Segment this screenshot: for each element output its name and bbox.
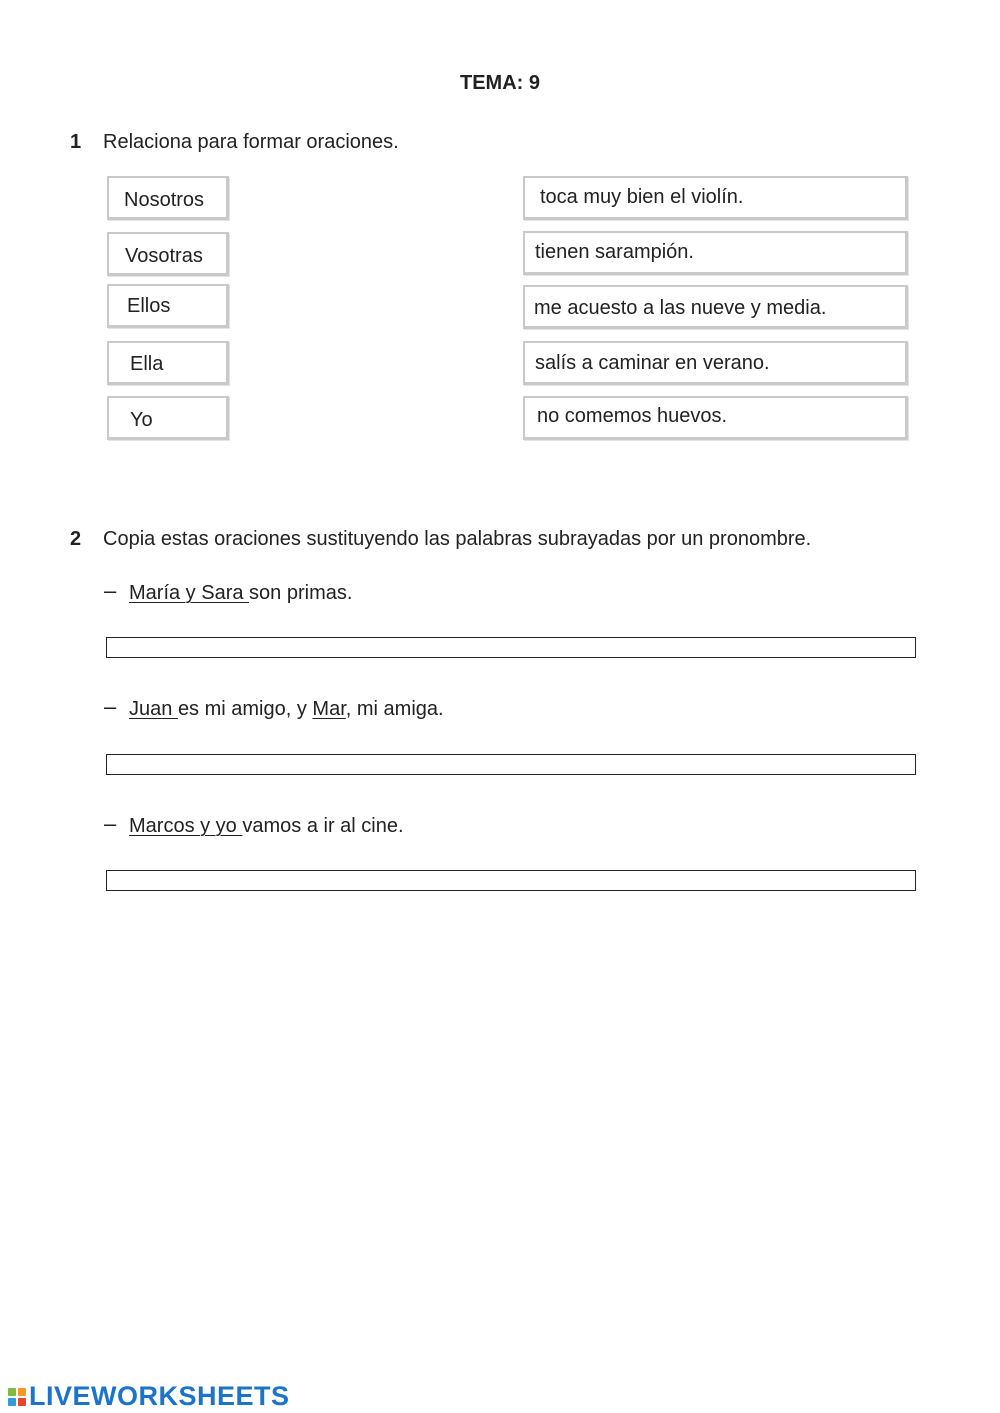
exercise-2-number: 2	[70, 528, 82, 550]
logo-square-orange	[18, 1388, 26, 1396]
left-item-label: Yo	[130, 409, 153, 431]
left-item-ellos[interactable]	[107, 284, 229, 328]
exercise-1-number: 1	[70, 131, 82, 153]
left-item-ella[interactable]	[107, 341, 229, 385]
right-item-3[interactable]	[523, 285, 908, 329]
liveworksheets-logo-icon	[8, 1388, 26, 1406]
answer-input-2[interactable]	[106, 754, 916, 775]
left-item-yo[interactable]	[107, 396, 229, 440]
logo-square-green	[8, 1388, 16, 1396]
sentence-rest: , mi amiga.	[345, 698, 444, 720]
underlined-words: Juan	[129, 698, 178, 720]
right-item-1[interactable]	[523, 176, 908, 220]
sentence-rest: son primas.	[249, 582, 353, 604]
left-item-label: Nosotros	[124, 189, 205, 211]
right-item-2[interactable]	[523, 231, 908, 275]
right-item-label: me acuesto a las nueve y media.	[534, 297, 827, 319]
sentence-mid: es mi amigo, y	[177, 698, 313, 720]
liveworksheets-logo	[8, 1381, 290, 1412]
dash-icon: –	[104, 694, 117, 719]
right-item-label: no comemos huevos.	[537, 405, 728, 427]
sentence-1	[129, 582, 352, 605]
dash-icon: –	[104, 578, 117, 603]
sentence-rest: vamos a ir al cine.	[242, 815, 404, 837]
logo-text: LIVEWORKSHEETS	[29, 1381, 290, 1411]
exercise-1-instruction: Relaciona para formar oraciones.	[103, 131, 399, 153]
right-item-4[interactable]	[523, 341, 908, 385]
exercise-2-instruction: Copia estas oraciones sustituyendo las palabras subrayadas por un pronombre.	[103, 528, 812, 550]
left-item-vosotras[interactable]	[107, 232, 229, 276]
left-item-nosotros[interactable]	[107, 176, 229, 220]
logo-square-red	[18, 1398, 26, 1406]
dash-icon: –	[104, 811, 117, 836]
right-item-label: toca muy bien el violín.	[540, 186, 744, 208]
left-item-label: Ellos	[127, 295, 171, 317]
left-item-label: Ella	[130, 353, 164, 375]
underlined-words: Mar	[312, 698, 346, 720]
underlined-words: Marcos y yo	[129, 815, 243, 837]
sentence-2	[129, 698, 444, 721]
underlined-words: María y Sara	[129, 582, 250, 604]
right-item-label: tienen sarampión.	[535, 241, 694, 263]
answer-input-1[interactable]	[106, 637, 916, 658]
right-item-label: salís a caminar en verano.	[535, 352, 770, 374]
logo-square-blue	[8, 1398, 16, 1406]
sentence-3	[129, 815, 404, 838]
answer-input-3[interactable]	[106, 870, 916, 891]
right-item-5[interactable]	[523, 396, 908, 440]
left-item-label: Vosotras	[125, 245, 203, 267]
worksheet-title: TEMA: 9	[460, 72, 540, 94]
